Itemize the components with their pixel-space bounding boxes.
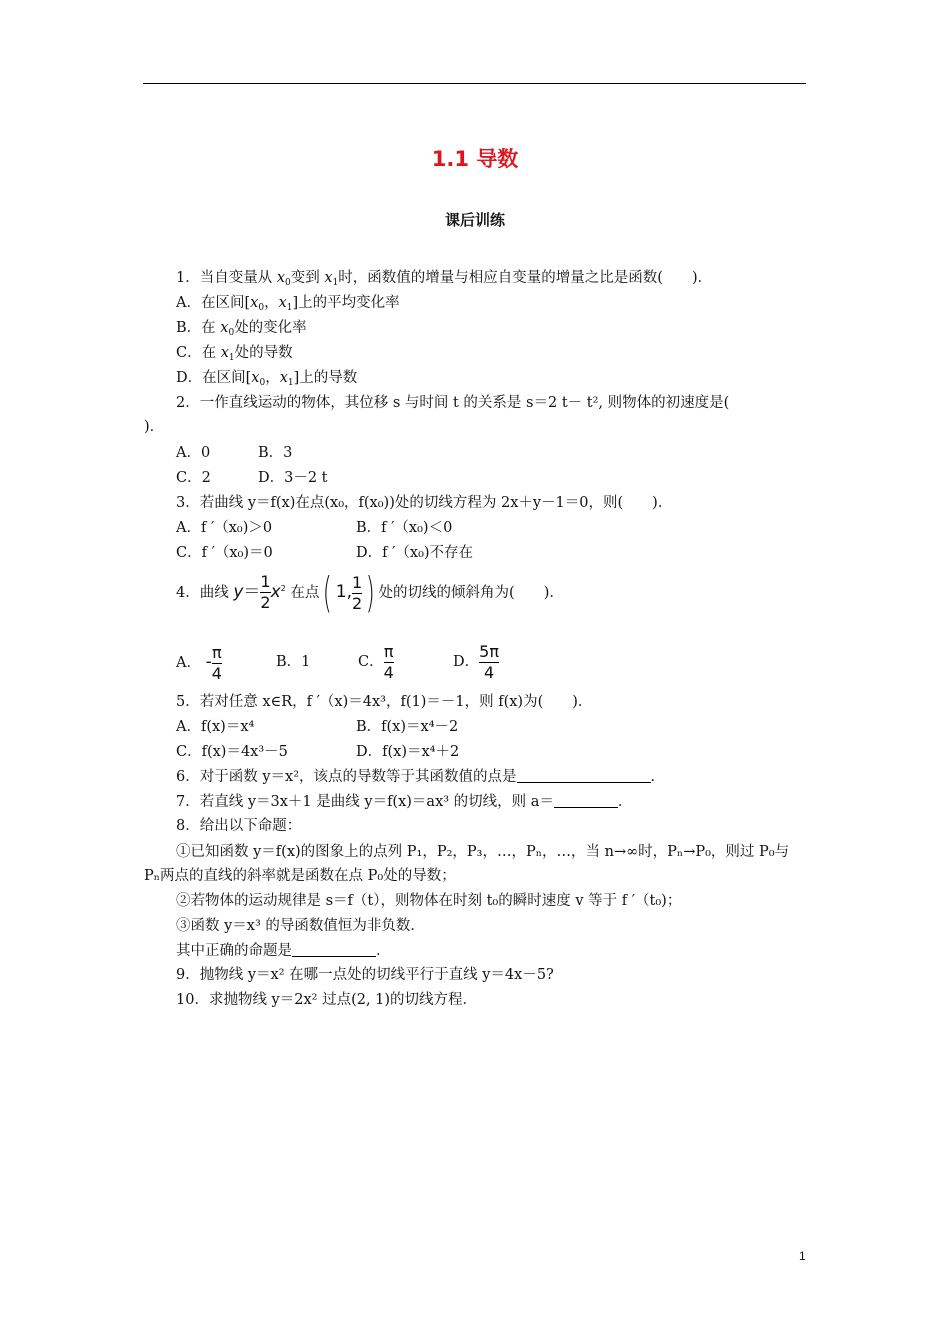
q8-question: 其中正确的命题是 ． [176,943,391,959]
q7-stem: 7．若直线 y＝3x＋1 是曲线 y＝f(x)＝ax³ 的切线，则 a＝ ． [176,794,633,810]
q1-option-c: C．在 $x_1$处的导数 [176,345,293,363]
q2-option-b: B．3 [258,445,293,461]
q8-proposition-3: ③函数 y＝x³ 的导函数值恒为非负数． [176,918,425,934]
q4-option-d: D． $\frac{5\pi}{4}$ [453,641,499,682]
q3-stem: 3．若曲线 y＝f(x)在点(x₀，f(x₀))处的切线方程为 2x＋y－1＝0，则( )． [176,495,673,511]
q2-stem-end: )． [144,419,165,435]
q9-stem: 9．抛物线 y＝x² 在哪一点处的切线平行于直线 y＝4x－5? [176,967,554,983]
q2-option-d: D．3－2 t [258,470,328,486]
q4-option-b: B．1 [276,654,311,670]
q1-stem: 1．当自变量从 $x_0$变到 $x_1$时，函数值的增量与相应自变量的增量之比是函数( )． [176,270,713,288]
q8-proposition-1-cont: Pₙ两点的直线的斜率就是函数在点 P₀处的导数； [144,868,456,884]
q3-option-d: D．f ′（x₀)不存在 [356,545,474,561]
section-subtitle: 课后训练 [444,211,505,229]
q8-proposition-1: ①已知函数 y＝f(x)的图象上的点列 P₁，P₂，P₃，…，Pₙ，…，当 n→∞时，Pₙ→P₀，则过 P₀与 [176,844,790,860]
q4-option-a: A． - $\frac{\pi}{4}$ [176,642,222,683]
q2-option-c: C．2 [176,470,211,486]
q1-option-b: B．在 $x_0$处的变化率 [176,320,307,338]
q8-answer-blank[interactable] [292,942,376,957]
q5-option-b: B．f(x)＝x⁴－2 [356,719,459,735]
q1-option-d: D．在区间[$x_0$，$x_1$]上的导数 [176,370,358,388]
q8-stem: 8．给出以下命题： [176,818,302,834]
q8-proposition-2: ②若物体的运动规律是 s＝f（t），则物体在时刻 t₀的瞬时速度 v 等于 f ′（t₀)； [176,893,682,909]
q5-option-c: C．f(x)＝4x³－5 [176,744,288,760]
q4-option-c: C． $\frac{\pi}{4}$ [358,641,394,682]
q3-option-c: C．f ′（x₀)＝0 [176,545,273,561]
page-title: 1.1 导数 [431,147,519,171]
q5-option-a: A．f(x)＝x⁴ [176,719,255,735]
q6-stem: 6．对于函数 y＝x²，该点的导数等于其函数值的点是 ． [176,769,666,785]
header-rule [143,83,806,84]
q3-option-b: B．f ′（x₀)＜0 [356,520,453,536]
page-number: 1 [799,1249,806,1263]
q10-stem: 10．求抛物线 y＝2x² 过点(2, 1)的切线方程． [176,992,478,1008]
q4-stem: 4．曲线 y＝ $\frac{1}{2}$ $x^2$ 在点( 1, $\frac{1}{2}$ ) 处的切线的倾斜角为( )． [176,568,564,617]
q1-option-a: A．在区间[$x_0$，$x_1$]上的平均变化率 [176,295,400,313]
q5-stem: 5．若对任意 x∈R，f ′（x)＝4x³，f(1)＝－1，则 f(x)为( )． [176,694,593,710]
q7-answer-blank[interactable] [554,793,618,808]
q4-curve-formula: y＝ $\frac{1}{2}$ $x^2$ [233,571,286,612]
q2-option-a: A．0 [176,445,211,461]
q5-option-d: D．f(x)＝x⁴＋2 [356,744,460,760]
q2-stem: 2．一作直线运动的物体，其位移 s 与时间 t 的关系是 s＝2 t－ t², 则物体的初速度是( [176,395,730,411]
q3-option-a: A．f ′（x₀)＞0 [176,520,273,536]
q6-answer-blank[interactable] [517,768,651,783]
